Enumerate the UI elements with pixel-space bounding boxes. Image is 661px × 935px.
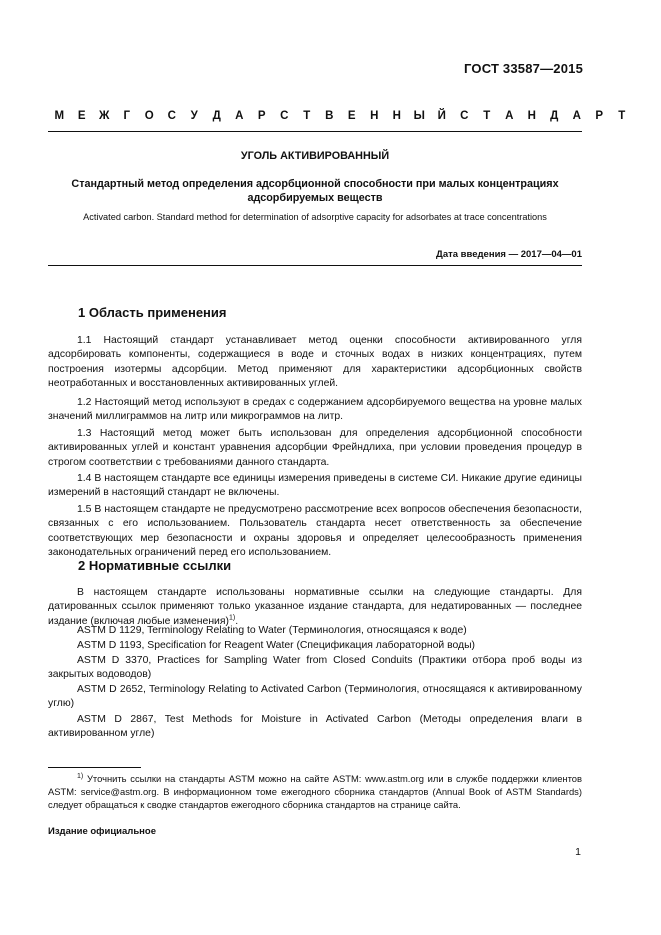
reference-item: ASTM D 2652, Terminology Relating to Activated Carbon (Терминология, относящаяся к активированному углю)	[48, 684, 582, 710]
page-number: 1	[575, 846, 581, 858]
header-rule	[48, 131, 582, 132]
document-subtitle	[48, 177, 582, 205]
banner-letter: В	[325, 110, 334, 122]
banner-letter: С	[167, 110, 176, 122]
banner-letter: Д	[550, 110, 559, 122]
banner-letter: Е	[77, 110, 86, 122]
banner-letter: Р	[257, 110, 266, 122]
reference-item: ASTM D 1193, Specification for Reagent Water (Спецификация лабораторной воды)	[77, 640, 476, 651]
banner-letter: А	[235, 110, 244, 122]
banner-letter: Н	[370, 110, 379, 122]
document-title: УГОЛЬ АКТИВИРОВАННЫЙ	[240, 150, 390, 162]
subtitle-line: Стандартный метод определения адсорбционной способности при малых концентрациях	[71, 178, 559, 190]
paragraph-1-4: 1.4 В настоящем стандарте все единицы измерения приведены в системе СИ. Никакие другие единицы измерений в настоящий стандарт не включены.	[48, 473, 582, 499]
banner-letter: Т	[303, 110, 311, 122]
paragraph-1-3: 1.3 Настоящий метод может быть использован для определения адсорбционной способности активированных углей и констант уравнения адсорбции Фрейндлиха, при условии проведения процедур в строгом соответствии с требованиями данного стандарта.	[48, 428, 582, 468]
effective-date: Дата введения — 2017—04—01	[436, 249, 582, 260]
banner-letter: Т	[483, 110, 491, 122]
section-heading-scope: 1 Область применения	[78, 305, 227, 320]
reference-item: ASTM D 3370, Practices for Sampling Water from Closed Conduits (Практики отбора проб воды из закрытых водоводов)	[48, 655, 582, 681]
banner-letter: Е	[347, 110, 356, 122]
banner-letter: О	[144, 110, 154, 122]
banner-letter: Н	[527, 110, 536, 122]
reference-item: ASTM D 1129, Terminology Relating to Water (Терминология, относящаяся к воде)	[77, 625, 467, 636]
banner-letter: Й	[437, 110, 446, 122]
banner-letter: М	[54, 110, 65, 122]
section-heading-references: 2 Нормативные ссылки	[78, 558, 232, 573]
banner-word-interstate	[48, 110, 453, 122]
document-number: ГОСТ 33587—2015	[464, 61, 583, 76]
paragraph-1-1: 1.1 Настоящий стандарт устанавливает метод оценки способности активированного угля адсорбировать компоненты, содержащиеся в воде и сточных водах в низких концентрациях, путем построения изотермы адсорбции. Метод применяют для характеристики адсорбционных свойств неотработанных и восстановленных активированных углей.	[48, 335, 582, 390]
standard-banner	[48, 110, 626, 122]
banner-letter: Д	[212, 110, 221, 122]
banner-letter: Т	[618, 110, 626, 122]
banner-letter: Р	[595, 110, 604, 122]
banner-letter: У	[190, 110, 198, 122]
date-rule	[48, 265, 582, 266]
reference-item: ASTM D 2867, Test Methods for Moisture in Activated Carbon (Методы определения влаги в активированном угле)	[48, 714, 582, 740]
subtitle-line: адсорбируемых веществ	[247, 192, 383, 204]
references-intro-end: .	[235, 615, 239, 627]
footnote-number: 1)	[77, 772, 84, 780]
references-intro-text: В настоящем стандарте использованы нормативные ссылки на следующие стандарты. Для датированных ссылок применяют только указанное издание стандарта, для недатированных — последнее издание (включая любые изменения)	[48, 587, 582, 627]
english-title: Activated carbon. Standard method for determination of adsorptive capacity for adsorbates at trace concentrations	[83, 212, 547, 222]
banner-letter: Ы	[413, 110, 425, 122]
banner-letter: Ж	[99, 110, 110, 122]
banner-word-standard	[453, 110, 633, 122]
footnote	[48, 772, 582, 811]
banner-letter: С	[280, 110, 289, 122]
banner-letter: С	[460, 110, 469, 122]
paragraph-1-5: 1.5 В настоящем стандарте не предусмотрено рассмотрение всех вопросов обеспечения безопасности, связанных с его использованием. Пользователь стандарта несет ответственность за обеспечение соответствующих мер безопасности и охраны здоровья и определяет целесообразность применения законодательных ограничений перед его использованием.	[48, 504, 582, 559]
paragraph-1-2: 1.2 Настоящий метод используют в средах с содержанием адсорбируемого вещества на уровне малых значений миллиграммов на литр или микрограммов на литр.	[48, 397, 582, 423]
banner-letter: Н	[392, 110, 401, 122]
footnote-rule	[48, 767, 141, 768]
banner-letter: А	[572, 110, 581, 122]
footnote-text: Уточнить ссылки на стандарты ASTM можно на сайте ASTM: www.astm.org или в службе поддержки клиентов ASTM: service@astm.org. В информационном томе ежегодного сборника стандартов (Annual Book of ASTM Standards) следует обращаться к сводке стандартов ежегодного сборника стандартов на странице сайта.	[48, 773, 582, 810]
banner-letter: Г	[123, 110, 131, 122]
official-edition-label: Издание официальное	[48, 826, 156, 837]
banner-letter: А	[505, 110, 514, 122]
footnote-marker: 1)	[228, 614, 236, 622]
references-intro	[48, 586, 582, 629]
